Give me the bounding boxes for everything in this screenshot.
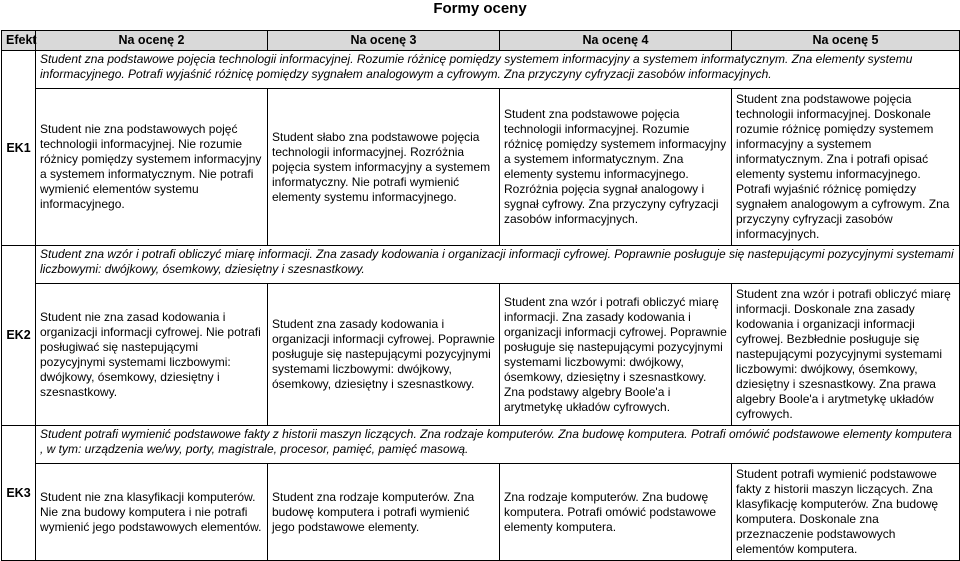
header-grade-4: Na ocenę 4 <box>500 31 732 51</box>
effect-id: EK2 <box>2 246 36 426</box>
intro-row <box>2 246 960 284</box>
grade-row <box>2 89 960 246</box>
header-efekt: Efekt <box>2 31 36 51</box>
grade-3-criteria: Student zna rodzaje komputerów. Zna budowę komputera i potrafi wymienić jego podstawowe elementy. <box>268 464 500 561</box>
effect-description: Student potrafi wymienić podstawowe fakty z historii maszyn liczących. Zna rodzaje komputerów. Zna budowę komputera. Potrafi omówić podstawowe elementy komputera , w tym: urządzenia we/wy, porty, magistrale, procesor, pamięć, pamięć masową. <box>36 426 960 464</box>
grade-4-criteria: Student zna podstawowe pojęcia technologii informacyjnej. Rozumie różnicę pomiędzy systemem informacyjny a systemem informatycznym. Zna elementy systemu informacyjnego. Rozróżnia pojęcia sygnał analogowy i sygnał cyfrowy. Zna przyczyny cyfryzacji zasobów informacyjnych. <box>500 89 732 246</box>
grading-table <box>1 30 960 561</box>
grade-4-criteria: Zna rodzaje komputerów. Zna budowę komputera. Potrafi omówić podstawowe elementy komputera. <box>500 464 732 561</box>
grade-3-criteria: Student słabo zna podstawowe pojęcia technologii informacyjnej. Rozróżnia pojęcia system informacyjny a systemem informatyczny. Nie potrafi wymienić elementy systemu informacyjnego. <box>268 89 500 246</box>
grade-2-criteria: Student nie zna podstawowych pojęć technologii informacyjnej. Nie rozumie różnicy pomiędzy systemem informacyjny a systemem informatycznym. Nie potrafi wymienić elementów systemu informacyjnego. <box>36 89 268 246</box>
header-grade-5: Na ocenę 5 <box>732 31 960 51</box>
effect-description: Student zna wzór i potrafi obliczyć miarę informacji. Zna zasady kodowania i organizacji informacji cyfrowej. Poprawnie posługuje się nastepującymi pozycyjnymi systemami liczbowymi: dwójkowy, ósemkowy, dziesiętny i szesnastkowy. <box>36 246 960 284</box>
grade-2-criteria: Student nie zna klasyfikacji komputerów. Nie zna budowy komputera i nie potrafi wymienić jego podstawowych elementów. <box>36 464 268 561</box>
page-title: Formy oceny <box>433 0 527 17</box>
grade-5-criteria: Student zna podstawowe pojęcia technologii informacyjnej. Doskonale rozumie różnicę pomiędzy systemem informacyjny a systemem informatycznym. Zna i potrafi opisać elementy systemu informacyjnego. Potrafi wyjaśnić różnicę pomiędzy sygnałem analogowym a cyfrowym. Zna przyczyny cyfryzacji zasobów informacyjnych. <box>732 89 960 246</box>
grade-5-criteria: Student potrafi wymienić podstawowe fakty z historii maszyn liczących. Zna klasyfikację komputerów. Zna budowę komputera. Doskonale zna przeznaczenie podstawowych elementów komputera. <box>732 464 960 561</box>
grade-row <box>2 464 960 561</box>
grade-4-criteria: Student zna wzór i potrafi obliczyć miarę informacji. Zna zasady kodowania i organizacji informacji cyfrowej. Poprawnie posługuje się nastepującymi pozycyjnymi systemami liczbowymi: dwójkowy, ósemkowy, dziesiętny i szesnastkowy. Zna podstawy algebry Boole'a i arytmetykę układów cyfrowych. <box>500 284 732 426</box>
grade-2-criteria: Student nie zna zasad kodowania i organizacji informacji cyfrowej. Nie potrafi posługiwać się nastepującymi pozycyjnymi systemami liczbowymi: dwójkowy, ósemkowy, dziesiętny i szesnastkowy. <box>36 284 268 426</box>
grade-row <box>2 284 960 426</box>
effect-id: EK1 <box>2 51 36 246</box>
grade-5-criteria: Student zna wzór i potrafi obliczyć miarę informacji. Doskonale zna zasady kodowania i organizacji informacji cyfrowej. Bezbłednie posługuje się nastepującymi pozycyjnymi systemami liczbowymi: dwójkowy, ósemkowy, dziesiętny i szesnastkowy. Zna prawa algebry Boole'a i arytmetykę układów cyfrowych. <box>732 284 960 426</box>
intro-row <box>2 426 960 464</box>
effect-id: EK3 <box>2 426 36 561</box>
grade-3-criteria: Student zna zasady kodowania i organizacji informacji cyfrowej. Poprawnie posługuje się nastepującymi pozycyjnymi systemami liczbowymi: dwójkowy, ósemkowy, dziesiętny i szesnastkowy. <box>268 284 500 426</box>
header-row <box>2 31 960 51</box>
effect-description: Student zna podstawowe pojęcia technologii informacyjnej. Rozumie różnicę pomiędzy systemem informacyjny a systemem informatycznym. Zna elementy systemu informacyjnego. Potrafi wyjaśnić różnicę pomiędzy sygnałem analogowym a cyfrowym. Zna przyczyny cyfryzacji zasobów informacyjnych. <box>36 51 960 89</box>
header-grade-2: Na ocenę 2 <box>36 31 268 51</box>
intro-row <box>2 51 960 89</box>
header-grade-3: Na ocenę 3 <box>268 31 500 51</box>
